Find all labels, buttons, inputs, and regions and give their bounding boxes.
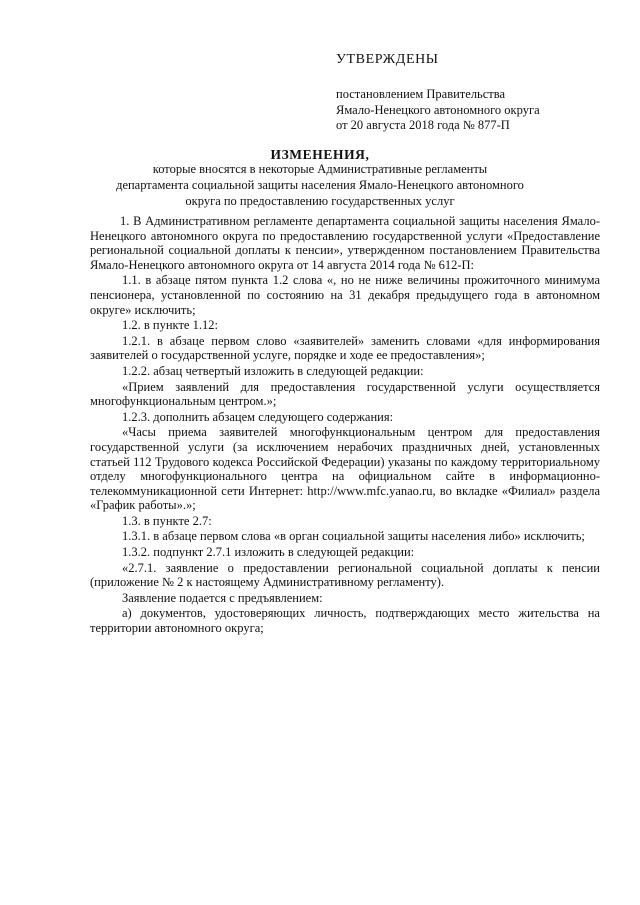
paragraph: а) документов, удостоверяющих личность, подтверждающих место жительства на территории автономного округа;: [90, 606, 600, 636]
subtitle-line: округа по предоставлению государственных услуг: [185, 194, 455, 208]
paragraph: 1.3.1. в абзаце первом слова «в орган социальной защиты населения либо» исключить;: [122, 529, 585, 544]
paragraph: «2.7.1. заявление о предоставлении региональной социальной доплаты к пенсии (приложение № 2 к настоящему Административному регламенту).: [90, 560, 600, 590]
paragraph: 1.2.1. в абзаце первом слово «заявителей» заменить словами «для информирования заявителей о государственной услуге, порядке и ходе ее предоставления»;: [90, 333, 600, 363]
approval-heading: УТВЕРЖДЕНЫ: [336, 52, 439, 67]
paragraph: 1.2. в пункте 1.12:: [122, 318, 218, 333]
document-title: ИЗМЕНЕНИЯ,: [270, 147, 370, 162]
paragraph: «Прием заявлений для предоставления государственной услуги осуществляется многофункциональным центром.»;: [90, 379, 600, 409]
paragraph: Заявление подается с предъявлением:: [122, 590, 323, 605]
paragraph: 1.3. в пункте 2.7:: [122, 513, 212, 528]
paragraph: 1.3.2. подпункт 2.7.1 изложить в следующей редакции:: [122, 545, 415, 560]
subtitle-line: которые вносятся в некоторые Административные регламенты: [152, 162, 488, 176]
paragraph: 1.1. в абзаце пятом пункта 1.2 слова «, но не ниже величины прожиточного минимума пенсионера, установленной по состоянию на 31 декабря предыдущего года в автономном округе» исключить;: [90, 273, 600, 317]
document-subtitle: [80, 161, 560, 209]
approval-line: от 20 августа 2018 года № 877-П: [336, 118, 510, 132]
approval-line: Ямало-Ненецкого автономного округа: [336, 102, 540, 117]
document-body: [90, 214, 600, 637]
subtitle-line: департамента социальной защиты населения Ямало-Ненецкого автономного: [116, 178, 524, 192]
paragraph: 1.2.3. дополнить абзацем следующего содержания:: [122, 409, 394, 424]
paragraph: 1.2.2. абзац четвертый изложить в следующей редакции:: [122, 363, 424, 378]
approval-line: постановлением Правительства: [336, 87, 506, 101]
paragraph: 1. В Административном регламенте департамента социальной защиты населения Ямало-Ненецкого автономного округа по предоставлению государственной услуги «Предоставление региональной социальной доплаты к пенсии», утвержденном постановлением Правительства Ямало-Ненецкого автономного округа от 14 августа 2014 года № 612-П:: [90, 214, 600, 272]
paragraph: «Часы приема заявителей многофункциональным центром для предоставления государственной услуги (за исключением нерабочих праздничных дней, установленных статьей 112 Трудового кодекса Российской Федерации) указаны по каждому территориальному отделу многофункционального центра на официальном сайте в информационно-телекоммуникационной сети Интернет: http://www.mfc.yanao.ru, во вкладке «Филиал» раздела «График работы».»;: [90, 425, 600, 513]
approval-block: [336, 87, 540, 134]
